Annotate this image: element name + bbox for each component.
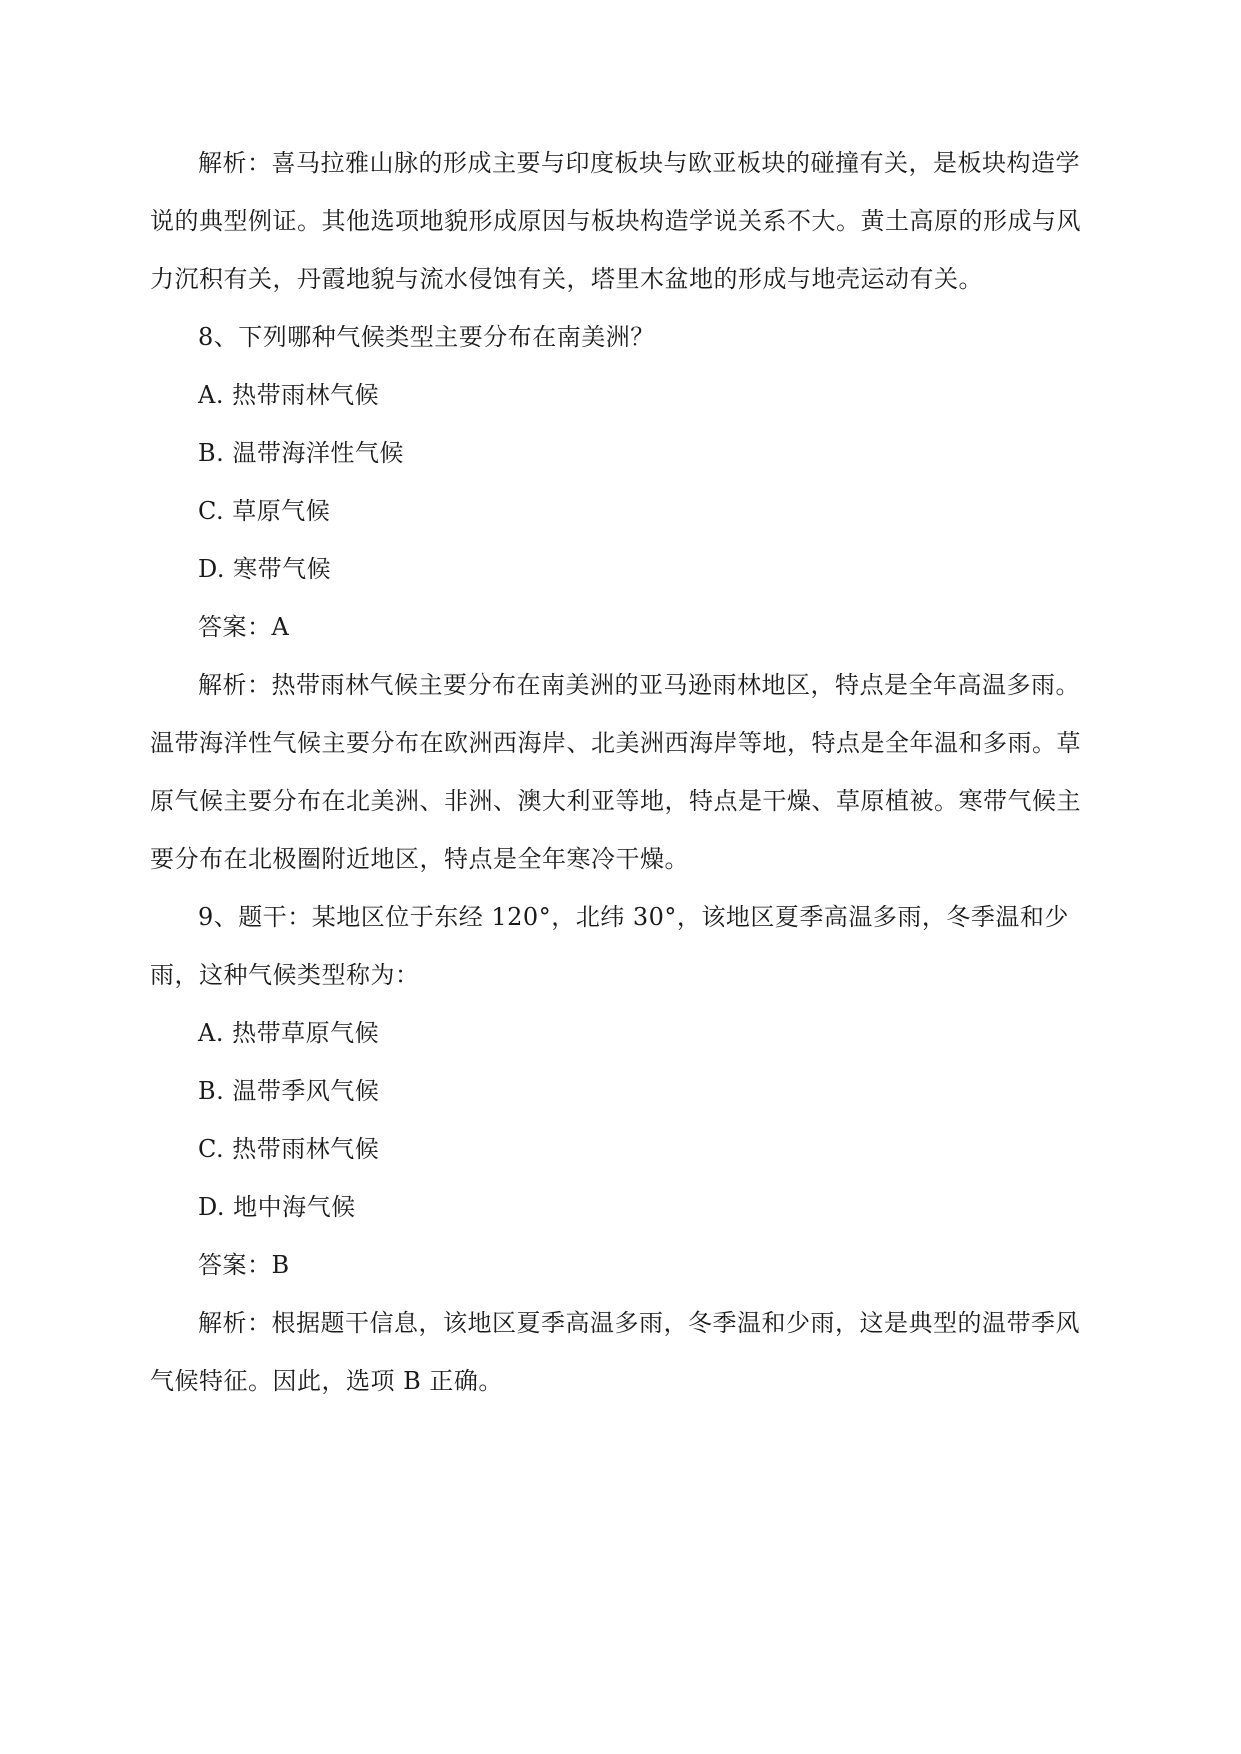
q8-analysis-line-2: 温带海洋性气候主要分布在欧洲西海岸、北美洲西海岸等地，特点是全年温和多雨。草 <box>150 729 1081 757</box>
q8-option-a: A. 热带雨林气候 <box>198 381 380 409</box>
q8-answer: 答案：A <box>198 613 290 641</box>
q9-analysis-line-2: 气候特征。因此，选项 B 正确。 <box>150 1367 503 1395</box>
q8-analysis-line-4: 要分布在北极圈附近地区，特点是全年寒冷干燥。 <box>150 845 689 873</box>
q9-answer: 答案：B <box>198 1251 290 1279</box>
q8-option-c: C. 草原气候 <box>198 497 331 525</box>
q8-option-d: D. 寒带气候 <box>198 555 332 583</box>
q8-analysis-line-3: 原气候主要分布在北美洲、非洲、澳大利亚等地，特点是干燥、草原植被。寒带气候主 <box>150 787 1081 815</box>
q9-option-a: A. 热带草原气候 <box>198 1019 380 1047</box>
q7-analysis-line-3: 力沉积有关，丹霞地貌与流水侵蚀有关，塔里木盆地的形成与地壳运动有关。 <box>150 265 983 293</box>
q7-analysis-line-1: 解析：喜马拉雅山脉的形成主要与印度板块与欧亚板块的碰撞有关，是板块构造学 <box>198 149 1080 177</box>
q9-question-line-2: 雨，这种气候类型称为： <box>150 961 420 989</box>
q7-analysis-line-2: 说的典型例证。其他选项地貌形成原因与板块构造学说关系不大。黄土高原的形成与风 <box>150 207 1081 235</box>
q8-question: 8、下列哪种气候类型主要分布在南美洲？ <box>198 323 655 351</box>
q9-analysis-line-1: 解析：根据题干信息，该地区夏季高温多雨，冬季温和少雨，这是典型的温带季风 <box>198 1309 1080 1337</box>
q8-option-b: B. 温带海洋性气候 <box>198 439 404 467</box>
q9-question-line-1: 9、题干：某地区位于东经 120°，北纬 30°，该地区夏季高温多雨，冬季温和少 <box>198 903 1069 931</box>
q9-option-c: C. 热带雨林气候 <box>198 1135 380 1163</box>
q9-option-b: B. 温带季风气候 <box>198 1077 380 1105</box>
q8-analysis-line-1: 解析：热带雨林气候主要分布在南美洲的亚马逊雨林地区，特点是全年高温多雨。 <box>198 671 1080 699</box>
q9-option-d: D. 地中海气候 <box>198 1193 356 1221</box>
